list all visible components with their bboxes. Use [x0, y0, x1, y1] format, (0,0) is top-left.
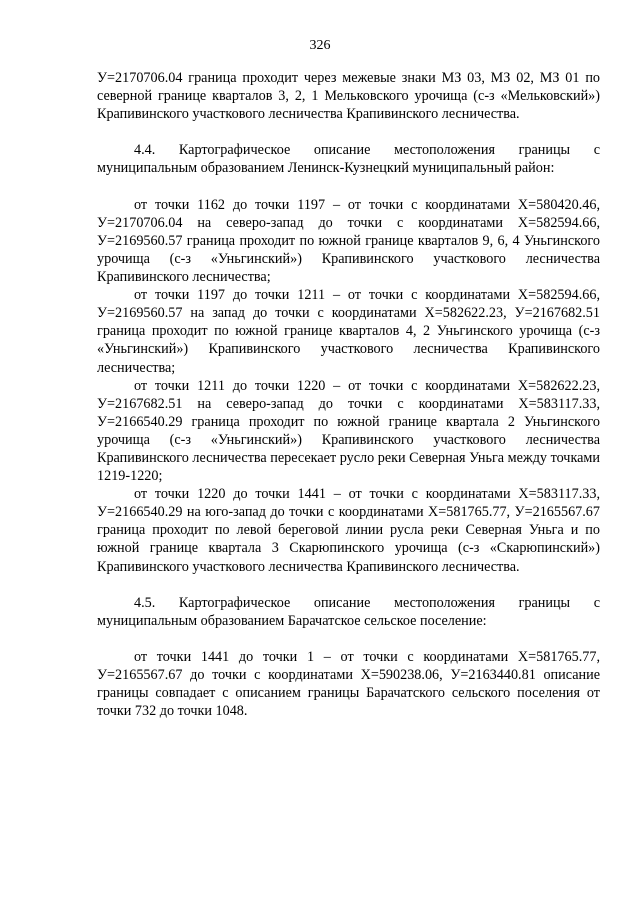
section-4-5-paragraph-1: от точки 1441 до точки 1 – от точки с координатами Х=581765.77, У=2165567.67 до точки с координатами Х=590238.06, У=2163440.81 описание границы совпадает с описанием границы Барачатского сельского поселения от точки 732 до точки 1048.: [97, 649, 600, 720]
section-heading-4-5: 4.5. Картографическое описание местоположения границы с муниципальным образованием Барачатское сельское поселение:: [97, 594, 600, 629]
section-4-4-paragraph-1: от точки 1162 до точки 1197 – от точки с координатами Х=580420.46, У=2170706.04 на северо-запад до точки с координатами Х=582594.66, У=2169560.57 граница проходит по южной границе кварталов 9, 6, 4 Уньгинского урочища (с-з «Уньгинский») Крапивинского участкового лесничества Крапивинского лесничества;: [97, 196, 600, 286]
section-4-4-paragraph-3: от точки 1211 до точки 1220 – от точки с координатами Х=582622.23, У=2167682.51 на северо-запад до точки с координатами Х=583117.33, У=2166540.29 граница проходит по южной границе квартала 2 Уньгинского урочища (с-з «Уньгинский») Крапивинского участкового лесничества Крапивинского лесничества пересекает русло реки Северная Уньга между точками 1219-1220;: [97, 377, 600, 485]
intro-paragraph: У=2170706.04 граница проходит через межевые знаки МЗ 03, МЗ 02, МЗ 01 по северной границе кварталов 3, 2, 1 Мельковского урочища (с-з «Мельковский») Крапивинского участкового лесничества Крапивинского лесничества.: [97, 70, 600, 123]
section-heading-4-4: 4.4. Картографическое описание местоположения границы с муниципальным образованием Ленинск-Кузнецкий муниципальный район:: [97, 142, 600, 177]
page-number: 326: [309, 38, 331, 53]
section-4-4-paragraph-2: от точки 1197 до точки 1211 – от точки с координатами Х=582594.66, У=2169560.57 на запад до точки с координатами Х=582622.23, У=2167682.51 граница проходит по южной границе кварталов 4, 2 Уньгинского урочища (с-з «Уньгинский») Крапивинского участкового лесничества Крапивинского лесничества;: [97, 287, 600, 376]
document-body: [97, 69, 600, 720]
section-4-4-paragraph-4: от точки 1220 до точки 1441 – от точки с координатами Х=583117.33, У=2166540.29 на юго-запад до точки с координатами Х=581765.77, У=2165567.67 граница проходит по левой береговой линии русла реки Северная Уньга и по южной границе квартала 3 Скарюпинского урочища (с-з «Скарюпинский») Крапивинского участкового лесничества Крапивинского лесничества.: [97, 486, 600, 575]
